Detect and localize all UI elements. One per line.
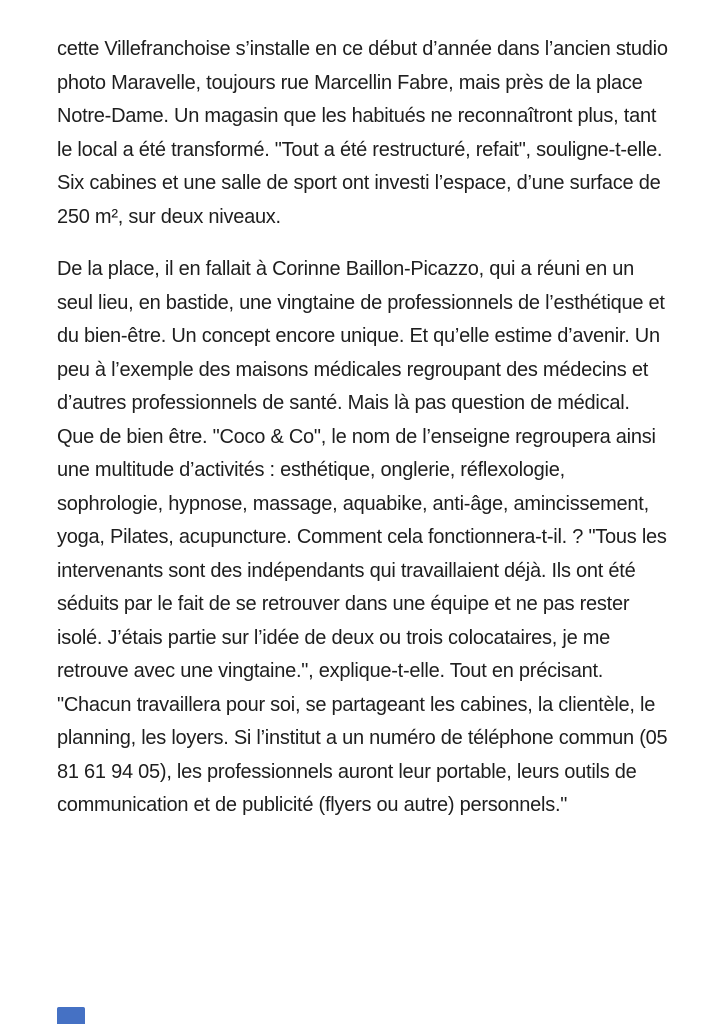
- article-body: [57, 33, 671, 842]
- article-paragraph: De la place, il en fallait à Corinne Baillon-Picazzo, qui a réuni en un seul lieu, en bastide, une vingtaine de professionnels de l’esthétique et du bien-être. Un concept encore unique. Et qu’elle estime d’avenir. Un peu à l’exemple des maisons médicales regroupant des médecins et d’autres professionnels de santé. Mais là pas question de médical. Que de bien être. "Coco & Co", le nom de l’enseigne regroupera ainsi une multitude d’activités : esthétique, onglerie, réflexologie, sophrologie, hypnose, massage, aquabike, anti-âge, amincissement, yoga, Pilates, acupuncture. Comment cela fonctionnera-t-il. ? "Tous les intervenants sont des indépendants qui travaillaient déjà. Ils ont été séduits par le fait de se retrouver dans une équipe et ne pas rester isolé. J’étais partie sur l’idée de deux ou trois colocataires, je me retrouve avec une vingtaine.", explique-t-elle. Tout en précisant. "Chacun travaillera pour soi, se partageant les cabines, la clientèle, le planning, les loyers. Si l’institut a un numéro de téléphone commun (05 81 61 94 05), les professionnels auront leur portable, leurs outils de communication et de publicité (flyers ou autre) personnels.": [57, 258, 668, 816]
- cropped-blue-element[interactable]: [57, 1007, 85, 1024]
- article-paragraph: cette Villefranchoise s’installe en ce début d’année dans l’ancien studio photo Maravelle, toujours rue Marcellin Fabre, mais près de la place Notre-Dame. Un magasin que les habitués ne reconnaîtront plus, tant le local a été transformé. "Tout a été restructuré, refait", souligne-t-elle. Six cabines et une salle de sport ont investi l’espace, d’une surface de 250 m², sur deux niveaux.: [57, 38, 668, 228]
